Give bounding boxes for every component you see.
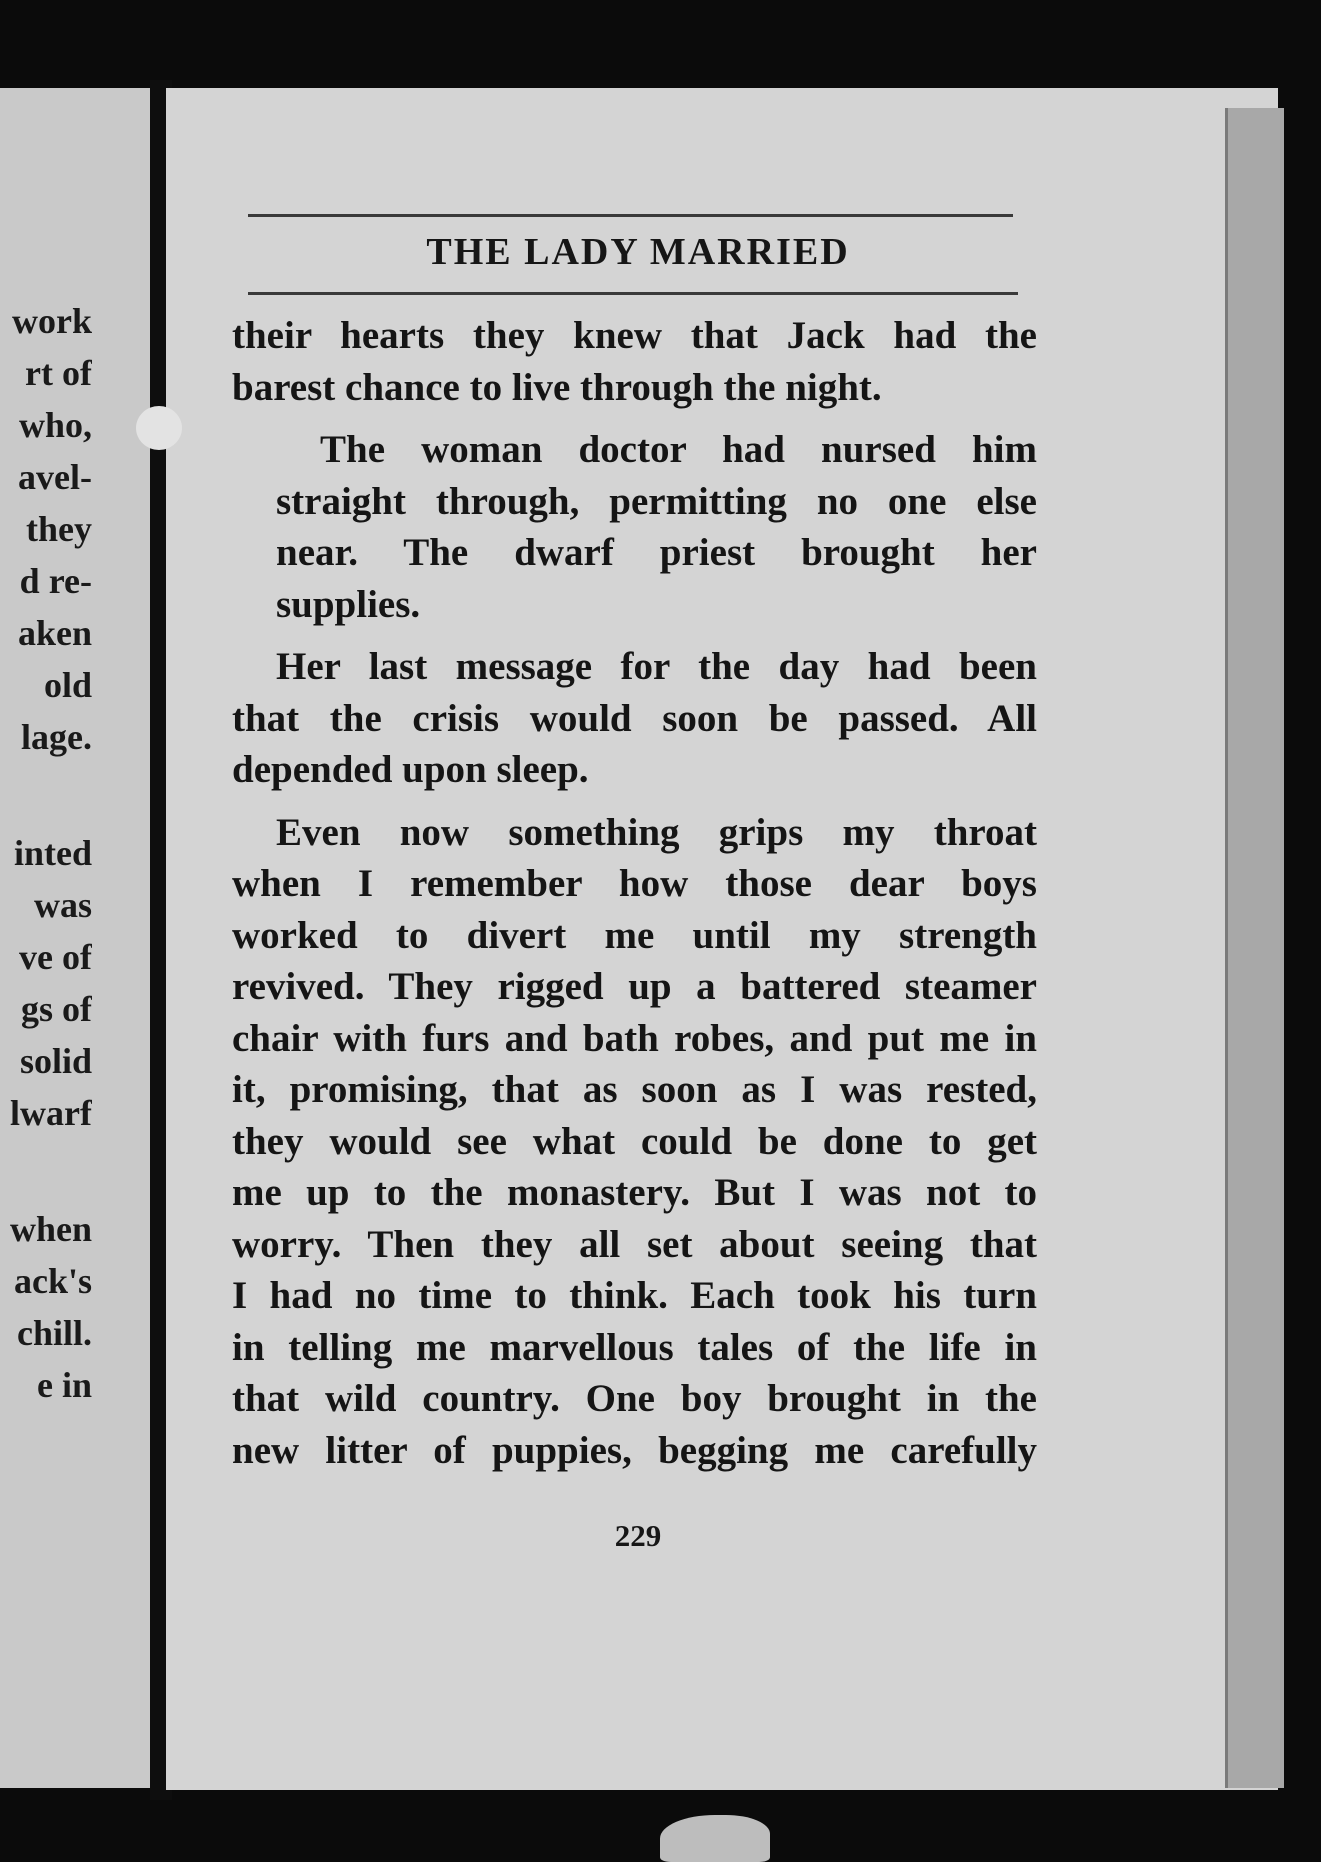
left-line: was bbox=[33, 885, 92, 925]
left-line: aken bbox=[17, 613, 92, 653]
left-line: work bbox=[12, 301, 92, 341]
left-page-text bbox=[0, 295, 92, 1411]
paragraph bbox=[232, 310, 1037, 413]
left-line: old bbox=[43, 665, 92, 705]
text-line: their hearts they knew that Jack had the bbox=[232, 314, 1037, 357]
left-line: solid bbox=[19, 1041, 92, 1081]
page-number: 229 bbox=[614, 1518, 662, 1553]
text-line: it, promising, that as soon as I was rested, bbox=[232, 1068, 1037, 1111]
text-line: worry. Then they all set about seeing that bbox=[232, 1222, 1037, 1266]
text-line: me up to the monastery. But I was not to bbox=[232, 1171, 1037, 1214]
page-edge bbox=[1225, 108, 1284, 1788]
text-line: in telling me marvellous tales of the life in bbox=[232, 1325, 1037, 1369]
paragraph bbox=[232, 641, 1037, 796]
paper-blemish-bottom bbox=[660, 1815, 770, 1862]
text-line: supplies. bbox=[276, 582, 421, 626]
body-text bbox=[232, 310, 1037, 1487]
text-line: that the crisis would soon be passed. All bbox=[232, 696, 1037, 740]
text-line: near. The dwarf priest brought her bbox=[276, 531, 1037, 574]
paragraph bbox=[232, 424, 1037, 630]
left-line: they bbox=[26, 509, 92, 549]
left-line: rt of bbox=[25, 353, 92, 393]
paper-blemish bbox=[136, 406, 182, 450]
paragraph bbox=[232, 807, 1037, 1477]
left-line: ack's bbox=[13, 1261, 92, 1301]
left-line: who, bbox=[18, 405, 92, 445]
left-spacer bbox=[0, 763, 92, 827]
left-spacer bbox=[0, 1139, 92, 1203]
text-line: they would see what could be done to get bbox=[232, 1119, 1037, 1163]
left-line: lage. bbox=[21, 717, 92, 757]
text-line: worked to divert me until my strength bbox=[232, 913, 1037, 957]
left-line: avel- bbox=[18, 457, 92, 497]
running-head: THE LADY MARRIED bbox=[426, 231, 850, 273]
left-line: ve of bbox=[19, 937, 92, 977]
header-rule-bottom bbox=[248, 292, 1018, 295]
left-line: inted bbox=[13, 833, 92, 873]
left-line: d re- bbox=[19, 561, 92, 601]
text-line: depended upon sleep. bbox=[232, 748, 589, 791]
left-line: gs of bbox=[21, 989, 92, 1029]
left-line: chill. bbox=[16, 1313, 92, 1353]
text-line: barest chance to live through the night. bbox=[232, 365, 882, 409]
header-rule-top bbox=[248, 214, 1013, 217]
text-line: chair with furs and bath robes, and put me in bbox=[232, 1016, 1037, 1060]
text-line: Her last message for the day had been bbox=[276, 645, 1037, 688]
left-line: lwarf bbox=[10, 1093, 92, 1133]
text-line: straight through, permitting no one else bbox=[276, 479, 1037, 523]
left-line: when bbox=[9, 1209, 92, 1249]
left-line: e in bbox=[36, 1365, 92, 1405]
text-line: new litter of puppies, begging me carefully bbox=[232, 1428, 1037, 1472]
text-line: The woman doctor had nursed him bbox=[320, 428, 1037, 471]
text-line: Even now something grips my throat bbox=[276, 810, 1037, 854]
text-line: revived. They rigged up a battered steamer bbox=[232, 965, 1037, 1008]
text-line: when I remember how those dear boys bbox=[232, 862, 1037, 905]
text-line: that wild country. One boy brought in the bbox=[232, 1377, 1037, 1420]
text-line: I had no time to think. Each took his turn bbox=[232, 1274, 1037, 1317]
